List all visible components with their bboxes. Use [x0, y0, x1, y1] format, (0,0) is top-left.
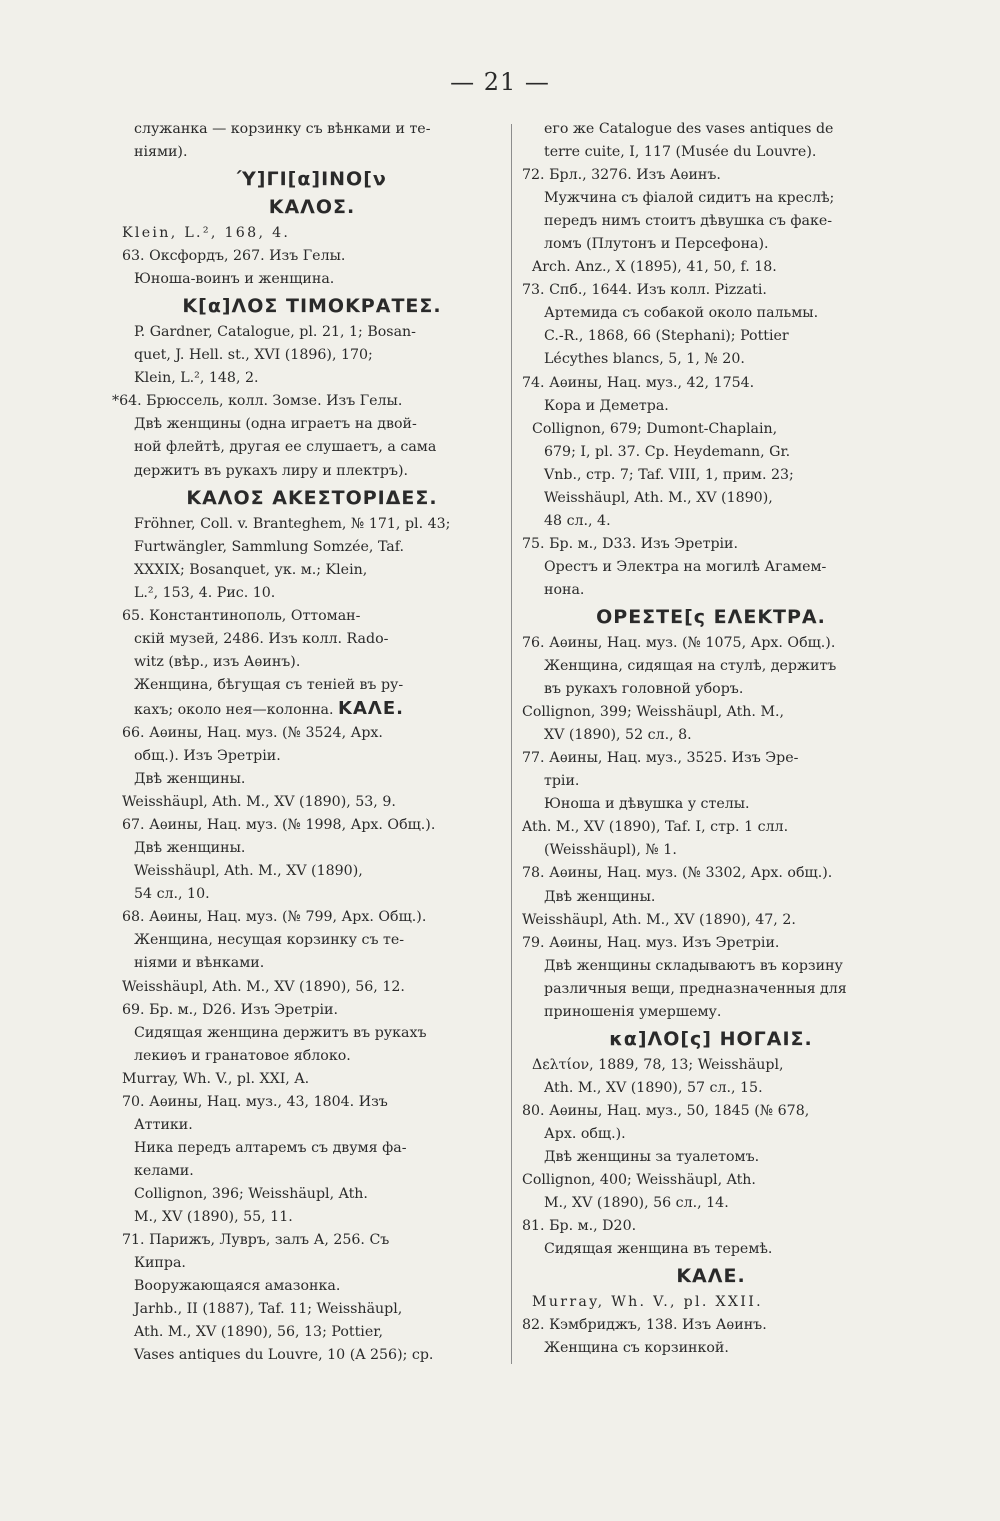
- line: Weisshäupl, Ath. M., XV (1890), 56, 12.: [122, 978, 405, 995]
- line: Δελτίον, 1889, 78, 13; Weisshäupl,: [532, 1056, 784, 1073]
- inscription-heading: ΚΑΛΕ.: [338, 697, 404, 719]
- line: Кипра.: [134, 1255, 186, 1272]
- line: служанка — корзинку съ вѣнками и те-: [134, 121, 431, 137]
- line: Furtwängler, Sammlung Somzée, Taf.: [134, 538, 405, 555]
- line: Аттики.: [134, 1116, 193, 1133]
- entry-line: 65. Константинополь, Оттоман-: [122, 607, 361, 624]
- inscription-heading: Κ[α]ΛΟΣ ΤΙΜΟΚΡΑΤΕΣ.: [182, 295, 442, 318]
- line: P. Gardner, Catalogue, pl. 21, 1; Bosan-: [134, 324, 416, 341]
- inscription-heading: ΟΡΕΣΤΕ[ς ΕΛΕΚΤΡΑ.: [596, 605, 826, 628]
- entry-line: 80. Аѳины, Нац. муз., 50, 1845 (№ 678,: [522, 1102, 810, 1119]
- line: Collignon, 679; Dumont-Chaplain,: [532, 420, 778, 437]
- line: Weisshäupl, Ath. M., XV (1890),: [544, 489, 773, 506]
- line: (Weisshäupl), № 1.: [544, 842, 677, 859]
- line: различныя вещи, предназначенныя для: [544, 980, 847, 997]
- line: Двѣ женщины.: [544, 888, 656, 905]
- line: ломъ (Плутонъ и Персефона).: [544, 236, 769, 253]
- line: Двѣ женщины складываютъ въ корзину: [544, 957, 843, 974]
- entry-line: 69. Бр. м., D26. Изъ Эретріи.: [122, 1001, 339, 1018]
- line: Женщина, несущая корзинку съ те-: [134, 932, 405, 949]
- entry-line: 67. Аѳины, Нац. муз. (№ 1998, Арх. Общ.).: [122, 817, 436, 834]
- line: Сидящая женщина въ теремѣ.: [544, 1241, 773, 1258]
- line: держитъ въ рукахъ лиру и плектръ).: [134, 462, 409, 479]
- line: Collignon, 399; Weisshäupl, Ath. M.,: [522, 704, 784, 721]
- line: Двѣ женщины (одна играетъ на двой-: [134, 416, 417, 433]
- line: приношенія умершему.: [544, 1003, 722, 1020]
- line: его же Catalogue des vases antiques de: [544, 121, 834, 137]
- line: C.-R., 1868, 66 (Stephani); Pottier: [544, 328, 789, 345]
- line: Collignon, 396; Weisshäupl, Ath.: [134, 1185, 368, 1202]
- line: 54 сл., 10.: [134, 886, 210, 903]
- entry-line: 81. Бр. м., D20.: [522, 1218, 637, 1235]
- inscription-heading: κα]ΛΟ[ς] ΗΟΓΑΙΣ.: [609, 1027, 813, 1050]
- line-text: кахъ; около нея—колонна.: [134, 701, 334, 718]
- line: келами.: [134, 1162, 194, 1179]
- right-column: [522, 118, 900, 1360]
- line: Арх. общ.).: [544, 1125, 626, 1142]
- line: Мужчина съ фіалой сидитъ на креслѣ;: [544, 190, 835, 207]
- page-number: — 21 —: [450, 68, 550, 96]
- inscription-heading: Ύ]ΓΙ[α]ΙΝΟ[ν: [237, 168, 387, 191]
- line: Weisshäupl, Ath. M., XV (1890),: [134, 863, 363, 880]
- line: Collignon, 400; Weisshäupl, Ath.: [522, 1172, 756, 1189]
- line: quet, J. Hell. st., XVI (1896), 170;: [134, 347, 373, 364]
- line: передъ нимъ стоитъ дѣвушка съ факе-: [544, 213, 833, 230]
- line: 48 сл., 4.: [544, 512, 611, 529]
- inscription-heading: ΚΑΛΕ.: [676, 1265, 746, 1288]
- line: Vnb., стр. 7; Taf. VIII, 1, прим. 23;: [544, 466, 794, 483]
- line: Ath. M., XV (1890), 56, 13; Pottier,: [134, 1324, 383, 1341]
- line: Murray, Wh. V., pl. XXII.: [532, 1294, 763, 1311]
- line: [112, 697, 512, 722]
- line: Lécythes blancs, 5, 1, № 20.: [544, 351, 745, 368]
- line: Двѣ женщины.: [134, 771, 246, 788]
- line: M., XV (1890), 56 сл., 14.: [544, 1195, 729, 1212]
- entry-line: 79. Аѳины, Нац. муз. Изъ Эретріи.: [522, 934, 780, 951]
- line: Двѣ женщины за туалетомъ.: [544, 1148, 760, 1165]
- line: тріи.: [544, 773, 580, 790]
- line: лекиѳъ и гранатовое яблоко.: [134, 1047, 351, 1064]
- line: Klein, L.², 148, 2.: [134, 370, 259, 387]
- line: terre cuite, I, 117 (Musée du Louvre).: [544, 144, 817, 161]
- line: Ath. M., XV (1890), 57 сл., 15.: [544, 1079, 763, 1096]
- line: Murray, Wh. V., pl. XXI, A.: [122, 1070, 310, 1087]
- inscription-heading: ΚΑΛΟΣ.: [268, 196, 356, 219]
- line: 679; I, pl. 37. Ср. Heydemann, Gr.: [544, 443, 791, 460]
- entry-line: 74. Аѳины, Нац. муз., 42, 1754.: [522, 374, 755, 391]
- entry-line: 71. Парижъ, Лувръ, залъ А, 256. Съ: [122, 1232, 390, 1249]
- line: Klein, L.², 168, 4.: [122, 225, 291, 242]
- line: Женщина, сидящая на стулѣ, держитъ: [544, 658, 837, 675]
- line: Юноша-воинъ и женщина.: [134, 271, 335, 288]
- line: Fröhner, Coll. v. Branteghem, № 171, pl. 43;: [134, 515, 451, 532]
- line: M., XV (1890), 55, 11.: [134, 1208, 293, 1225]
- entry-line: 75. Бр. м., D33. Изъ Эретріи.: [522, 535, 739, 552]
- line: XV (1890), 52 сл., 8.: [544, 727, 692, 744]
- line: Женщина, бѣгущая съ теніей въ ру-: [134, 676, 404, 693]
- line: Юноша и дѣвушка у стелы.: [544, 796, 750, 813]
- line: XXXIX; Bosanquet, ук. м.; Klein,: [134, 561, 368, 578]
- entry-line: 63. Оксфордъ, 267. Изъ Гелы.: [122, 248, 346, 265]
- line: witz (вѣр., изъ Аѳинъ).: [134, 653, 301, 670]
- line: Vases antiques du Louvre, 10 (A 256); ср.: [134, 1347, 434, 1364]
- line: ніями и вѣнками.: [134, 955, 265, 972]
- line: ной флейтѣ, другая ее слушаетъ, а сама: [134, 439, 437, 456]
- entry-line: 72. Брл., 3276. Изъ Аѳинъ.: [522, 167, 721, 184]
- line: общ.). Изъ Эретріи.: [134, 748, 281, 765]
- entry-line: 82. Кэмбриджъ, 138. Изъ Аѳинъ.: [522, 1317, 767, 1334]
- line: Ника передъ алтаремъ съ двумя фа-: [134, 1139, 407, 1156]
- entry-line: 73. Спб., 1644. Изъ колл. Pizzati.: [522, 282, 767, 299]
- entry-line: 68. Аѳины, Нац. муз. (№ 799, Арх. Общ.).: [122, 909, 427, 926]
- line: ніями).: [134, 144, 188, 161]
- line: Женщина съ корзинкой.: [544, 1340, 729, 1357]
- entry-line: 70. Аѳины, Нац. муз., 43, 1804. Изъ: [122, 1093, 388, 1110]
- line: Weisshäupl, Ath. M., XV (1890), 53, 9.: [122, 794, 396, 811]
- entry-line: 77. Аѳины, Нац. муз., 3525. Изъ Эре-: [522, 750, 799, 767]
- entry-line: 76. Аѳины, Нац. муз. (№ 1075, Арх. Общ.).: [522, 634, 836, 651]
- line: Орестъ и Электра на могилѣ Агамем-: [544, 558, 827, 575]
- line: нона.: [544, 581, 585, 598]
- line: въ рукахъ головной уборъ.: [544, 681, 744, 698]
- line: Сидящая женщина держитъ въ рукахъ: [134, 1024, 427, 1041]
- line: Weisshäupl, Ath. M., XV (1890), 47, 2.: [522, 911, 796, 928]
- line: Двѣ женщины.: [134, 840, 246, 857]
- line: Артемида съ собакой около пальмы.: [544, 305, 819, 322]
- entry-line: 66. Аѳины, Нац. муз. (№ 3524, Арх.: [122, 724, 383, 741]
- inscription-heading: ΚΑΛΟΣ ΑΚΕΣΤΟΡΙΔΕΣ.: [186, 486, 438, 509]
- line: Arch. Anz., X (1895), 41, 50, f. 18.: [532, 259, 777, 276]
- line: Кора и Деметра.: [544, 397, 669, 414]
- entry-line: 78. Аѳины, Нац. муз. (№ 3302, Арх. общ.).: [522, 865, 833, 882]
- left-column: [112, 118, 512, 1367]
- column-divider: [511, 124, 512, 1364]
- line: Вооружающаяся амазонка.: [134, 1278, 341, 1295]
- line: Ath. M., XV (1890), Taf. I, стр. 1 слл.: [522, 819, 789, 836]
- line: L.², 153, 4. Рис. 10.: [134, 584, 276, 601]
- entry-line: *64. Брюссель, колл. Зомзе. Изъ Гелы.: [112, 393, 403, 410]
- line: Jarhb., II (1887), Taf. 11; Weisshäupl,: [134, 1301, 403, 1318]
- line: скій музей, 2486. Изъ колл. Rado-: [134, 630, 389, 647]
